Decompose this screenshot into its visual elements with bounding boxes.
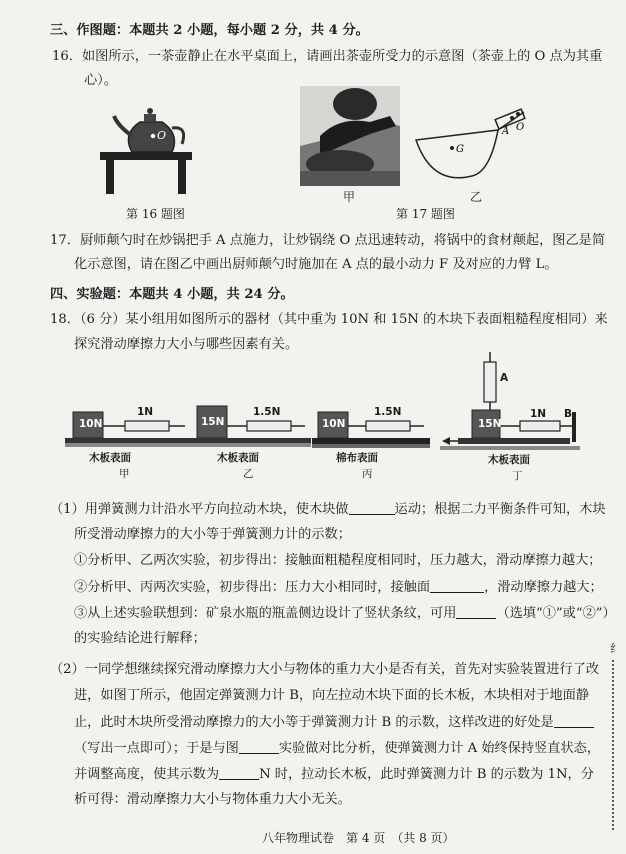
q18-p1-item2-b: ，滑动摩擦力越大； xyxy=(484,580,603,595)
meter-a-label: A xyxy=(500,372,509,384)
q18-p1-line1-b: 运动；根据二力平衡条件可知，木块 xyxy=(394,502,606,517)
meter-reading-yi: 1.5N xyxy=(253,406,281,418)
q18-p2-line4 xyxy=(74,739,600,758)
answer-blank-advantage[interactable] xyxy=(554,713,594,728)
wok-center-label: G xyxy=(456,144,464,155)
q18-p2-line4-b: 实验做对比分析，使弹簧测力计 A 始终保持竖直状态， xyxy=(278,741,601,756)
q18-p1-item1: ①分析甲、乙两次实验，初步得出：接触面粗糙程度相同时，压力越大，滑动摩擦力越大； xyxy=(74,553,602,568)
q17-line2: 化示意图，请在图乙中画出厨师颠勺时施加在 A 点的最小动力 F 及对应的力臂 L。 xyxy=(74,257,558,272)
teapot-center-label: O xyxy=(157,129,167,142)
experiment-fig-jia xyxy=(65,400,200,480)
block-weight-yi: 15N xyxy=(201,416,225,428)
experiment-fig-bing xyxy=(312,400,432,480)
block-weight-bing: 10N xyxy=(322,418,346,430)
fig-label-ding: 丁 xyxy=(512,470,523,482)
teapot-figure xyxy=(92,92,202,196)
q18-p2-line4-a: （写出一点即可）；于是与图 xyxy=(74,741,239,756)
section4-heading: 四、实验题：本题共 4 小题，共 24 分。 xyxy=(50,287,294,302)
section3-heading: 三、作图题：本题共 2 小题，每小题 2 分，共 4 分。 xyxy=(50,23,369,38)
meter-reading-ding: 1N xyxy=(530,408,547,420)
experiment-fig-yi xyxy=(193,400,313,480)
answer-blank-surface[interactable] xyxy=(430,578,484,593)
q18-p2-line3-a: 止，此时木块所受滑动摩擦力的大小等于弹簧测力计 B 的示数，这样改进的好处是 xyxy=(74,715,554,730)
fig17-label-yi: 乙 xyxy=(470,190,483,204)
q18-p1-line1-a: （1）用弹簧测力计沿水平方向拉动木块，使木块做 xyxy=(50,502,349,517)
fig17-label-jia: 甲 xyxy=(343,190,356,204)
q16-line1: 16．如图所示，一茶壶静止在水平桌面上，请画出茶壶所受力的示意图（茶壶上的 O 点为其重 xyxy=(52,49,603,64)
q18-line1: 18．（6 分）某小组用如图所示的器材（其中重为 10N 和 15N 的木块下表面粗糙程度相同）来 xyxy=(50,312,608,327)
surface-label-ding: 木板表面 xyxy=(488,454,530,466)
surface-label-bing: 棉布表面 xyxy=(336,452,378,464)
wok-diagram xyxy=(412,100,532,186)
answer-blank-motion[interactable] xyxy=(349,500,395,515)
q18-p2-line3 xyxy=(74,713,594,732)
answer-blank-reading[interactable] xyxy=(219,765,259,780)
block-weight-jia: 10N xyxy=(79,418,103,430)
fig-label-yi: 乙 xyxy=(243,468,254,480)
binding-margin-dots xyxy=(612,660,616,830)
meter-b-label: B xyxy=(564,408,573,420)
fig16-caption: 第 16 题图 xyxy=(126,207,185,221)
q17-line1: 17．厨师颠勺时在炒锅把手 A 点施力，让炒锅绕 O 点迅速转动，将锅中的食材颠起，图乙是简 xyxy=(50,233,606,248)
experiment-apparatus-ding xyxy=(440,352,590,452)
q18-p2-line1: （2）一同学想继续探究滑动摩擦力大小与物体的重力大小是否有关，首先对实验装置进行了改 xyxy=(50,662,600,677)
meter-reading-bing: 1.5N xyxy=(374,406,402,418)
margin-mark: 纟 xyxy=(610,642,621,655)
q18-p1-item3-a: ③从上述实验联想到：矿泉水瓶的瓶盖侧边设计了竖状条纹，可用 xyxy=(74,606,457,621)
q18-p1-line2: 所受滑动摩擦力的大小等于弹簧测力计的示数； xyxy=(74,527,351,542)
q18-p1-item3-cont: 的实验结论进行解释； xyxy=(74,631,206,646)
answer-blank-conclusion[interactable] xyxy=(456,604,496,619)
q18-p1-item2 xyxy=(74,578,603,597)
experiment-fig-ding xyxy=(440,352,590,484)
q18-p1-item2-a: ②分析甲、丙两次实验，初步得出：压力大小相同时，接触面 xyxy=(74,580,431,595)
wok-point-a-label: A xyxy=(502,126,510,137)
q18-p1-item3 xyxy=(74,604,616,623)
surface-label-jia: 木板表面 xyxy=(89,452,131,464)
q18-p1-line1 xyxy=(50,500,606,519)
q18-p2-line6: 析可得：滑动摩擦力大小与物体重力大小无关。 xyxy=(74,792,351,807)
surface-label-yi: 木板表面 xyxy=(217,452,259,464)
block-weight-ding: 15N xyxy=(478,418,502,430)
meter-reading-jia: 1N xyxy=(137,406,154,418)
fig-label-bing: 丙 xyxy=(362,468,373,480)
q16-line2: 心）。 xyxy=(84,73,117,88)
q18-p2-line2: 进，如图丁所示，他固定弹簧测力计 B，向左拉动木块下面的长木板，木块相对于地面静 xyxy=(74,688,590,703)
answer-blank-figure[interactable] xyxy=(239,739,279,754)
chef-photo xyxy=(300,86,400,186)
q18-p2-line5-b: N 时，拉动长木板，此时弹簧测力计 B 的示数为 1N，分 xyxy=(259,767,594,782)
fig17-caption: 第 17 题图 xyxy=(396,207,455,221)
page-footer: 八年物理试卷 第 4 页 （共 8 页） xyxy=(262,831,455,845)
fig-label-jia: 甲 xyxy=(119,468,130,480)
q18-line2: 探究滑动摩擦力大小与哪些因素有关。 xyxy=(74,337,299,352)
wok-pivot-label: O xyxy=(516,122,525,133)
q18-p1-item3-b: （选填“①”或“②”） xyxy=(496,606,616,621)
q18-p2-line5-a: 并调整高度，使其示数为 xyxy=(74,767,220,782)
q18-p2-line5 xyxy=(74,765,594,784)
